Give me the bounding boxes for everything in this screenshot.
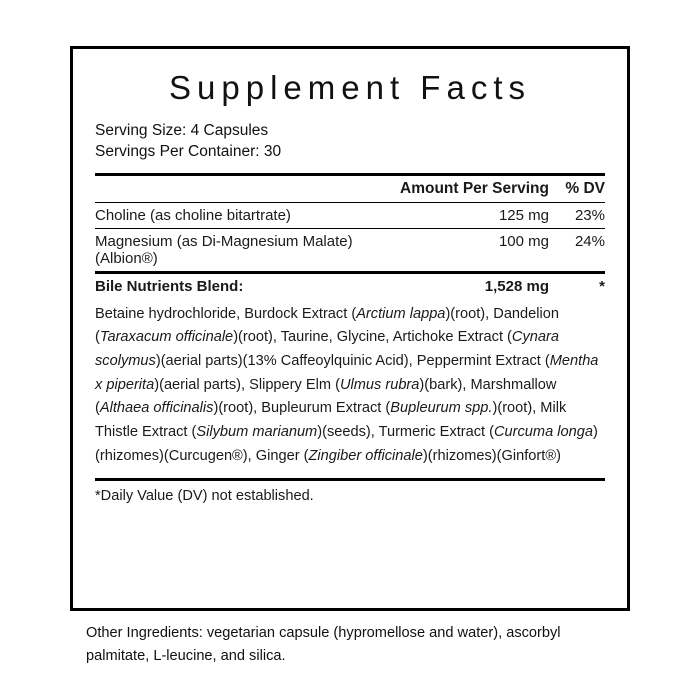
supplement-facts-panel bbox=[70, 46, 630, 611]
header-blank bbox=[95, 176, 400, 203]
table-header-row bbox=[95, 176, 605, 203]
page-title: Supplement Facts bbox=[169, 69, 531, 106]
blend-amount: 1,528 mg bbox=[400, 272, 561, 299]
blend-ingredients: Betaine hydrochloride, Burdock Extract (Arctium lappa)(root), Dandelion (Taraxacum officinale)(root), Taurine, Glycine, Artichoke Extract (Cynara scolymus)(aerial parts)(13% Caffeoylquinic Acid), Peppermint Extract (Mentha x piperita)(aerial parts), Slippery Elm (Ulmus rubra)(bark), Marshmallow (Althaea officinalis)(root), Bupleurum Extract (Bupleurum spp.)(root), Milk Thistle Extract (Silybum marianum)(seeds), Turmeric Extract (Curcuma longa)(rhizomes)(Curcugen®), Ginger (Zingiber officinale)(rhizomes)(Ginfort®) bbox=[95, 305, 599, 464]
header-amount-per-serving: Amount Per Serving bbox=[400, 179, 549, 197]
nutrient-dv-choline: 23% bbox=[561, 202, 605, 228]
blend-name: Bile Nutrients Blend: bbox=[95, 272, 400, 299]
table-row bbox=[95, 228, 605, 272]
table-row-blend bbox=[95, 272, 605, 299]
table-row-blend-ingredients bbox=[95, 299, 605, 472]
nutrient-amount-choline: 125 mg bbox=[400, 202, 561, 228]
nutrition-table bbox=[95, 176, 605, 472]
servings-per-container: Servings Per Container: 30 bbox=[95, 142, 282, 160]
nutrient-dv-magnesium: 24% bbox=[561, 228, 605, 272]
header-percent-dv: % DV bbox=[565, 179, 605, 197]
nutrient-name-magnesium: Magnesium (as Di-Magnesium Malate)(Albion®) bbox=[95, 228, 400, 272]
blend-dv: * bbox=[561, 272, 605, 299]
daily-value-footnote: *Daily Value (DV) not established. bbox=[95, 488, 314, 505]
nutrient-name-choline: Choline (as choline bitartrate) bbox=[95, 202, 400, 228]
table-row bbox=[95, 202, 605, 228]
serving-size: Serving Size: 4 Capsules bbox=[95, 122, 269, 139]
nutrient-amount-magnesium: 100 mg bbox=[400, 228, 561, 272]
other-ingredients: Other Ingredients: vegetarian capsule (hypromellose and water), ascorbyl palmitate, L-leucine, and silica. bbox=[86, 625, 561, 665]
